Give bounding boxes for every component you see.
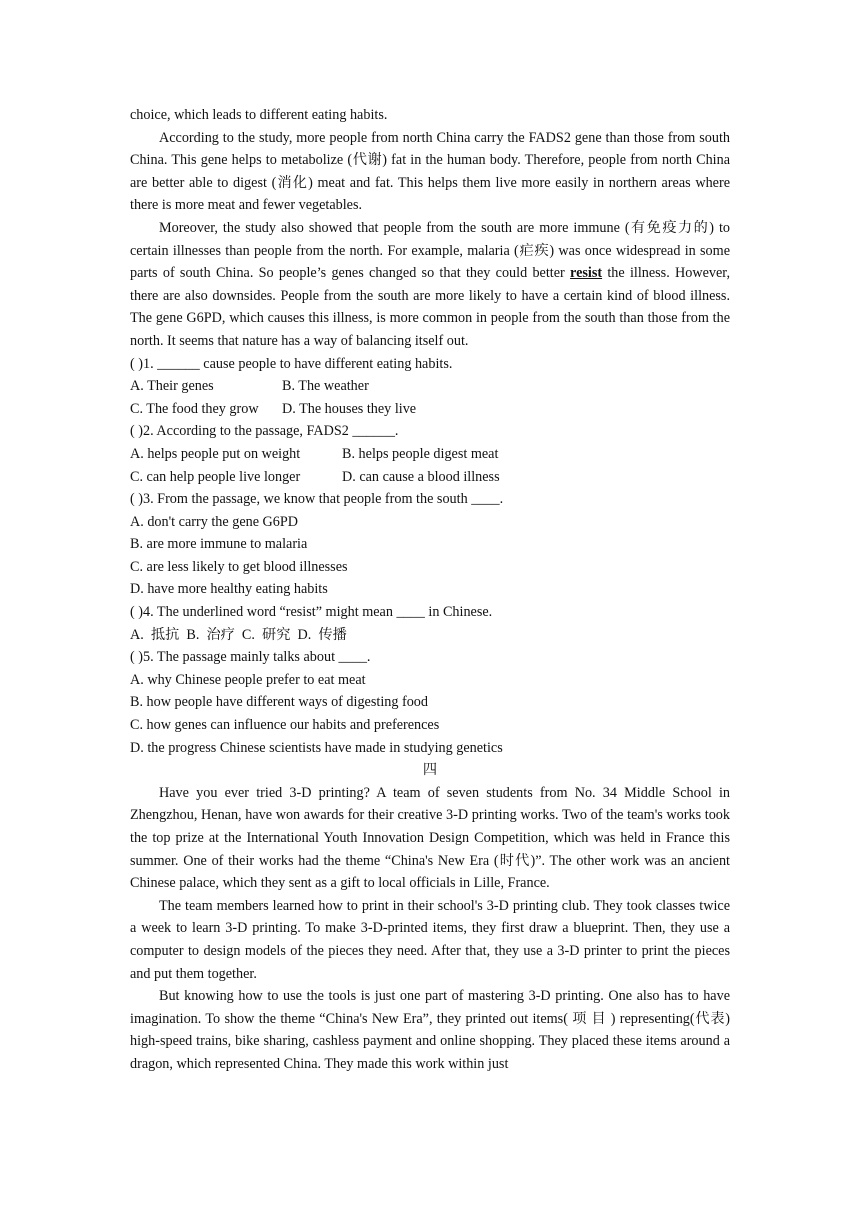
option-b: B. are more immune to malaria <box>130 536 308 553</box>
underlined-word: resist <box>570 265 603 282</box>
passage-paragraph: choice, which leads to different eating habits. <box>130 107 388 123</box>
question-2: ( )2. According to the passage, FADS2 ______. <box>130 423 399 440</box>
passage-paragraph <box>130 217 730 353</box>
option-c: C. are less likely to get blood illnesses <box>130 558 348 575</box>
question-3: ( )3. From the passage, we know that people from the south ____. <box>130 491 504 508</box>
option-c: C. how genes can influence our habits and preferences <box>130 717 440 734</box>
option-b: B. The weather <box>282 378 369 395</box>
option-a: A. helps people put on weight <box>130 445 301 462</box>
option-d: D. the progress Chinese scientists have made in studying genetics <box>130 739 503 756</box>
question-2-options-row <box>130 466 730 489</box>
option-b: B. how people have different ways of digesting food <box>130 694 428 711</box>
option-d: D. can cause a blood illness <box>342 468 500 485</box>
option-a: A. why Chinese people prefer to eat meat <box>130 671 366 688</box>
document-page <box>130 104 730 1076</box>
option-a: A. Their genes <box>130 378 214 395</box>
option-c: C. can help people live longer <box>130 468 301 485</box>
question-1: ( )1. ______ cause people to have different eating habits. <box>130 355 453 372</box>
question-5: ( )5. The passage mainly talks about ____. <box>130 649 371 666</box>
question-1-options-row <box>130 375 730 398</box>
option-b: B. helps people digest meat <box>342 445 499 462</box>
section-heading: 四 <box>422 762 438 779</box>
question-2-options-row <box>130 443 730 466</box>
passage-text: the illness. However, there are also downsides. People from the south are more likely to have a certain kind of blood illness. The gene G6PD, which causes this illness, is more common in people from the south than those from the north. It seems that nature has a way of balancing itself out. <box>130 265 730 349</box>
option-d: D. The houses they live <box>282 400 417 417</box>
question-1-options-row <box>130 398 730 421</box>
passage-paragraph: Have you ever tried 3-D printing? A team of seven students from No. 34 Middle School in Zhengzhou, Henan, have won awards for their creative 3-D printing works. Two of the team's works took the top prize at the International Youth Innovation Design Competition, which was held in France this summer. One of their works had the theme “China's New Era (时代)”. The other work was an ancient Chinese palace, which they sent as a gift to local officials in Lille, France. <box>130 784 730 892</box>
option-c: C. The food they grow <box>130 400 259 417</box>
option-a: A. don't carry the gene G6PD <box>130 513 299 530</box>
passage-text: Moreover, the study also showed that people from the south are more immune (有免疫力的) to certain illnesses than people from the north. For example, malaria (疟疾) was once widespread in some parts of south China. So people’s genes changed so that they could better <box>130 219 730 282</box>
question-4: ( )4. The underlined word “resist” might mean ____ in Chinese. <box>130 604 493 621</box>
passage-paragraph: According to the study, more people from north China carry the FADS2 gene than those from south China. This gene helps to metabolize (代谢) fat in the human body. Therefore, people from north China are better able to digest (消化) meat and fat. This helps them live more easily in northern areas where there is more meat and fewer vegetables. <box>130 129 730 214</box>
option-d: D. have more healthy eating habits <box>130 581 328 598</box>
passage-paragraph: But knowing how to use the tools is just one part of mastering 3-D printing. One also has to have imagination. To show the theme “China's New Era”, they printed out items( 项 目 ) representing(代表) high-speed trains, bike sharing, cashless payment and online shopping. They placed these items around a dragon, which represented China. They made this work within just <box>130 988 730 1072</box>
passage-paragraph: The team members learned how to print in their school's 3-D printing club. They took classes twice a week to learn 3-D printing. To make 3-D-printed items, they first draw a blueprint. Then, they use a computer to design models of the pieces they need. After that, they use a 3-D printer to print the pieces and put them together. <box>130 897 730 982</box>
question-4-options: A. 抵抗 B. 治疗 C. 研究 D. 传播 <box>130 626 347 643</box>
